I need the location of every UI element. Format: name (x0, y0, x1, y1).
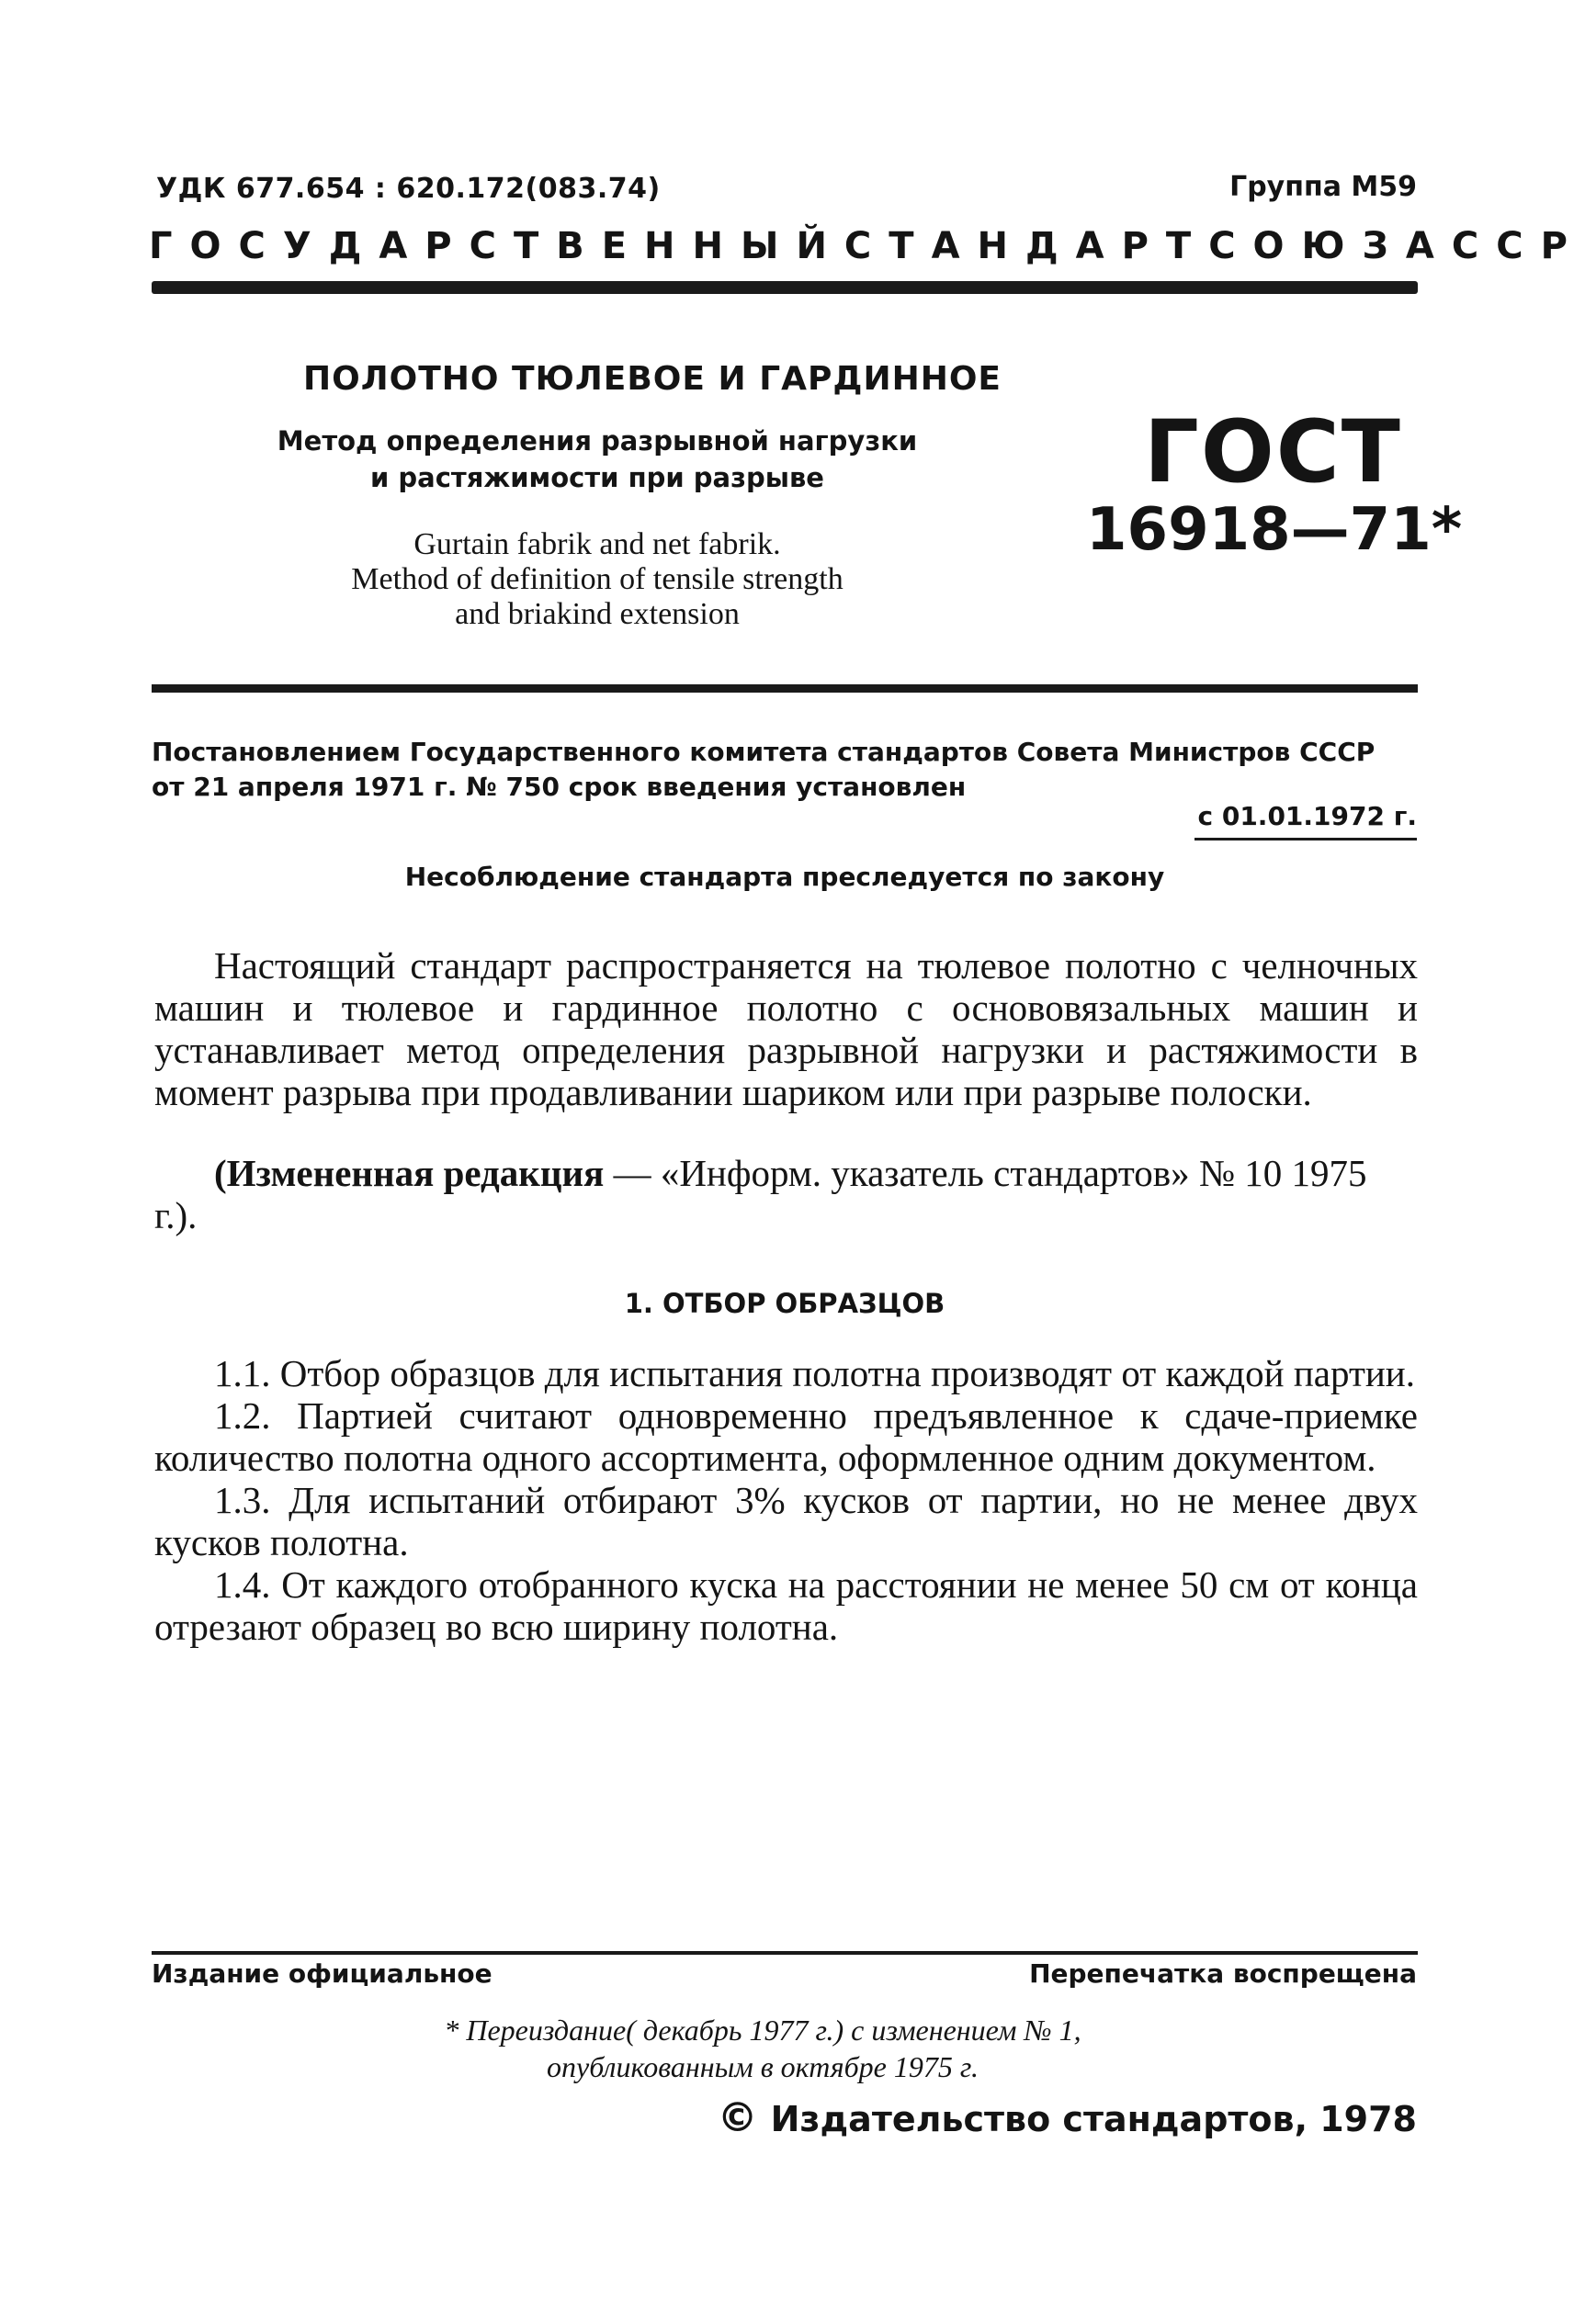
subtitle-line-1: Метод определения разрывной нагрузки (277, 425, 918, 457)
list-item: 1.2. Партией считают одновременно предъявленное к сдаче-приемке количество полотна одного ассортимента, оформленное одним документом. (154, 1394, 1418, 1479)
decree-line-2: от 21 апреля 1971 г. № 750 срок введения установлен (152, 772, 967, 802)
reprint-note: Перепечатка воспрещена (1029, 1958, 1417, 1989)
middle-rule (152, 684, 1418, 693)
reissue-note (257, 2012, 1268, 2085)
amendment-label: (Измененная редакция (214, 1152, 605, 1194)
list-item: 1.4. От каждого отобранного куска на расстоянии не менее 50 см от конца отрезают образец во всю ширину полотна. (154, 1563, 1418, 1648)
copyright-icon: © (717, 2094, 758, 2141)
copyright-text: Издательство стандартов, 1978 (770, 2099, 1417, 2139)
reissue-line-2: опубликованным в октябре 1975 г. (547, 2050, 979, 2083)
copyright (718, 2094, 1417, 2141)
state-standard-banner (149, 225, 1585, 267)
subtitle-line-2: и растяжимости при разрыве (370, 462, 824, 493)
intro-paragraph (154, 944, 1418, 1113)
section-items (154, 1352, 1418, 1648)
gost-number: 16918—71* (1086, 496, 1463, 564)
reissue-line-1: * Переиздание( декабрь 1977 г.) с изменением № 1, (444, 2014, 1081, 2047)
amendment-source: — «Информ. указатель стандартов» № 10 1975 г.). (154, 1152, 1367, 1236)
effective-date: с 01.01.1972 г. (1197, 801, 1417, 831)
top-rule (152, 281, 1418, 294)
english-line-2: Method of definition of tensile strength (351, 562, 843, 596)
banner-word: СОЮЗА (1208, 225, 1452, 267)
list-item: 1.3. Для испытаний отбирают 3% кусков от партии, но не менее двух кусков полотна. (154, 1479, 1418, 1563)
english-title (257, 527, 937, 632)
bottom-rule (152, 1951, 1418, 1955)
banner-word: ССР (1451, 225, 1585, 267)
list-item: 1.1. Отбор образцов для испытания полотна производят от каждой партии. (214, 1352, 1415, 1394)
edition-note: Издание официальное (152, 1958, 492, 1989)
decree-line-1: Постановлением Государственного комитета стандартов Совета Министров СССР (152, 737, 1376, 767)
banner-word: ГОСУДАРСТВЕННЫЙ (149, 225, 844, 267)
document-subtitle (266, 423, 928, 496)
gost-label: ГОСТ (1144, 402, 1402, 502)
amendment-note (154, 1152, 1418, 1236)
document-title: ПОЛОТНО ТЮЛЕВОЕ И ГАРДИННОЕ (303, 360, 1002, 398)
decree-text (152, 735, 1418, 805)
udk-code: УДК 677.654 : 620.172(083.74) (156, 173, 661, 205)
english-line-3: and briakind extension (455, 597, 740, 631)
group-code: Группа М59 (1229, 171, 1417, 203)
english-line-1: Gurtain fabrik and net fabrik. (413, 527, 781, 561)
legal-warning: Несоблюдение стандарта преследуется по закону (404, 862, 1165, 892)
banner-word: СТАНДАРТ (843, 225, 1209, 267)
section-heading: 1. ОТБОР ОБРАЗЦОВ (624, 1288, 945, 1319)
intro-text: Настоящий стандарт распространяется на тюлевое полотно с челночных машин и тюлевое и гардинное полотно с основовязальных машин и устанавливает метод определения разрывной нагрузки и растяжимости в момент разрыва при продавливании шариком или при разрыве полоски. (154, 944, 1418, 1113)
date-underline (1194, 838, 1417, 840)
